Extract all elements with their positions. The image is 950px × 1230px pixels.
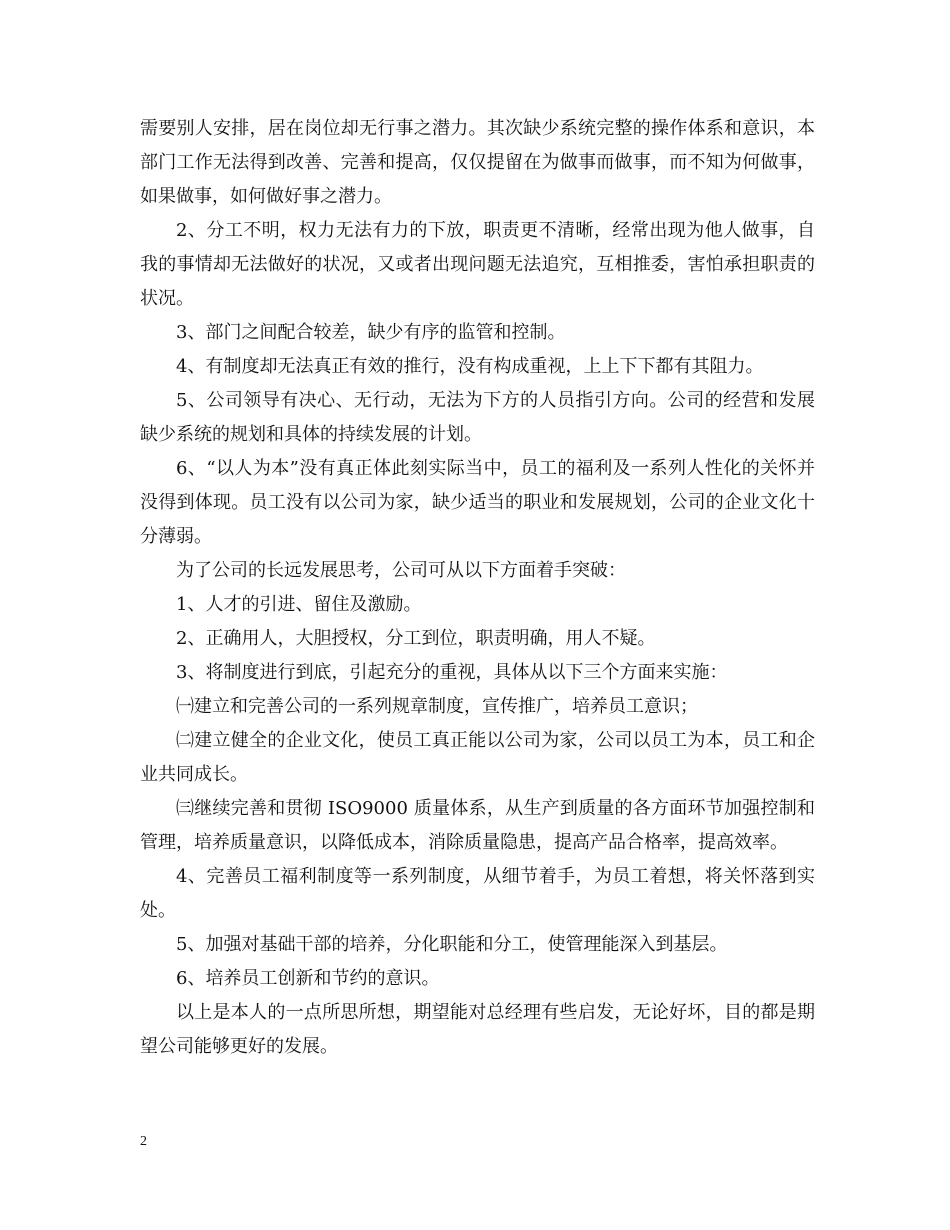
paragraph-8: 1、人才的引进、留住及激励。 [176,594,422,615]
paragraph-14: 4、完善员工福利制度等一系列制度，从细节着手，为员工着想，将关怀落到实处。 [140,866,815,921]
paragraph-10: 3、将制度进行到底，引起充分的重视，具体从以下三个方面来实施： [176,662,728,683]
paragraph-4: 4、有制度却无法真正有效的推行，没有构成重视，上上下下都有其阻力。 [176,356,764,377]
paragraph-9: 2、正确用人，大胆授权，分工到位，职责明确，用人不疑。 [176,628,656,649]
paragraph-2: 2、分工不明，权力无法有力的下放，职责更不清晰，经常出现为他人做事，自我的事情却无法做好的状况，又或者出现问题无法追究，互相推委，害怕承担职责的状况。 [140,220,815,309]
paragraph-11: ㈠建立和完善公司的一系列规章制度，宣传推广，培养员工意识； [176,696,698,717]
document-body [140,112,815,1064]
paragraph-3: 3、部门之间配合较差，缺少有序的监管和控制。 [176,322,566,343]
paragraph-1: 需要别人安排，居在岗位却无行事之潜力。其次缺少系统完整的操作体系和意识，本部门工作无法得到改善、完善和提高，仅仅提留在为做事而做事，而不知为何做事，如果做事，如何做好事之潜力。 [140,118,815,207]
paragraph-13: ㈢继续完善和贯彻 ISO9000 质量体系，从生产到质量的各方面环节加强控制和管理，培养质量意识，以降低成本，消除质量隐患，提高产品合格率，提高效率。 [140,798,815,853]
paragraph-6: 6、“以人为本”没有真正体此刻实际当中，员工的福利及一系列人性化的关怀并没得到体现。员工没有以公司为家，缺少适当的职业和发展规划，公司的企业文化十分薄弱。 [140,458,815,547]
paragraph-5: 5、公司领导有决心、无行动，无法为下方的人员指引方向。公司的经营和发展缺少系统的规划和具体的持续发展的计划。 [140,390,815,445]
paragraph-17: 以上是本人的一点所思所想，期望能对总经理有些启发，无论好坏，目的都是期望公司能够更好的发展。 [140,1002,815,1057]
paragraph-15: 5、加强对基础干部的培养，分化职能和分工，使管理能深入到基层。 [176,934,728,955]
paragraph-7: 为了公司的长远发展思考，公司可从以下方面着手突破： [176,560,626,581]
page-number: 2 [140,1134,147,1149]
paragraph-12: ㈡建立健全的企业文化，使员工真正能以公司为家，公司以员工为本，员工和企业共同成长。 [140,730,815,785]
paragraph-16: 6、培养员工创新和节约的意识。 [176,968,440,989]
